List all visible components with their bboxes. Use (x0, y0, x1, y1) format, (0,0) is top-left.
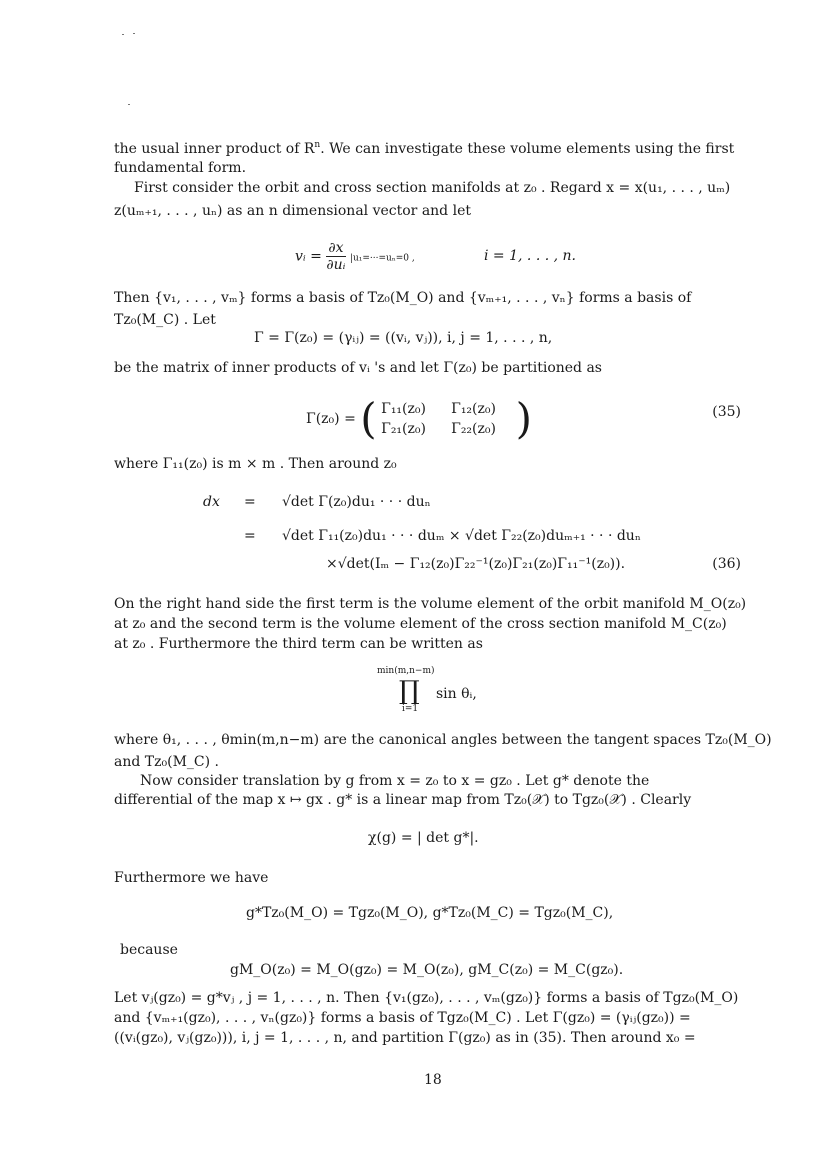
text-line: and Tz₀(M_C) . (114, 754, 219, 770)
text-line: at z₀ . Furthermore the third term can be written as (114, 636, 483, 652)
text-line: On the right hand side the first term is the volume element of the orbit manifold M_O(z₀) (114, 596, 747, 612)
matrix-cell: Γ₂₂(z₀) (451, 421, 496, 437)
block-matrix (381, 399, 511, 439)
scan-speck (133, 33, 135, 34)
equation-chi: χ(g) = | det g*|. (368, 830, 479, 846)
partial-fraction (326, 240, 345, 273)
equation-number: (36) (712, 556, 741, 572)
scan-speck (122, 34, 124, 35)
text-line: Tz₀(M_C) . Let (114, 312, 216, 328)
text-line: z(uₘ₊₁, . . . , uₙ) as an n dimensional vector and let (114, 203, 471, 219)
text-line: Furthermore we have (114, 870, 269, 886)
product-upper-limit: min(m,n−m) (377, 666, 435, 676)
equation-eq-sign: = (244, 528, 256, 544)
text-line: ((vᵢ(gz₀), vⱼ(gz₀))), i, j = 1, . . . , n, and partition Γ(gz₀) as in (35). Then around x₀ = (114, 1030, 696, 1046)
product-body: sin θᵢ, (436, 686, 477, 702)
text-line (114, 140, 734, 157)
superscript: n (314, 140, 321, 150)
equation-lhs: Γ(z₀) = (306, 411, 356, 427)
equation-index: i = 1, . . . , n. (484, 248, 576, 264)
text-line: where Γ₁₁(z₀) is m × m . Then around z₀ (114, 456, 397, 472)
fraction-numerator: ∂x (328, 240, 344, 256)
equation-vi (295, 240, 415, 273)
page-number: 18 (424, 1072, 442, 1088)
matrix-cell: Γ₂₁(z₀) (381, 421, 426, 437)
fraction-denominator: ∂uᵢ (326, 257, 346, 273)
left-paren: ( (360, 394, 377, 443)
text-line: because (120, 942, 178, 958)
equation-dx-rhs2: √det Γ₁₁(z₀)du₁ · · · duₘ × √det Γ₂₂(z₀)duₘ₊₁ · · · duₙ (282, 528, 641, 544)
equation-tangent-maps: g*Tz₀(M_O) = Tgz₀(M_O), g*Tz₀(M_C) = Tgz₀(M_C), (246, 905, 614, 921)
matrix-cell: Γ₁₁(z₀) (381, 401, 426, 417)
product-lower-limit: i=1 (402, 704, 419, 714)
text-line: Now consider translation by g from x = z₀ to x = gz₀ . Let g* denote the (140, 773, 650, 789)
text-line: and {vₘ₊₁(gz₀), . . . , vₙ(gz₀)} forms a basis of Tgz₀(M_C) . Let Γ(gz₀) = (γᵢⱼ(gz₀)) = (114, 1010, 691, 1026)
right-paren: ) (515, 394, 532, 443)
text-line: differential of the map x ↦ gx . g* is a linear map from Tz₀(𝒳) to Tgz₀(𝒳) . Clearly (114, 792, 692, 808)
text-line: fundamental form. (114, 160, 247, 176)
equation-manifold-invariance: gM_O(z₀) = M_O(gz₀) = M_O(z₀), gM_C(z₀) = M_C(gz₀). (230, 962, 624, 978)
text-line: be the matrix of inner products of vᵢ 's and let Γ(z₀) be partitioned as (114, 360, 602, 376)
matrix-cell: Γ₁₂(z₀) (451, 401, 496, 417)
text-line: at z₀ and the second term is the volume element of the cross section manifold M_C(z₀) (114, 616, 727, 632)
equation-partition (306, 394, 532, 443)
text-line: where θ₁, . . . , θmin(m,n−m) are the canonical angles between the tangent spaces Tz₀(M_O) (114, 732, 772, 748)
text-line: Let vⱼ(gz₀) = g*vⱼ , j = 1, . . . , n. Then {v₁(gz₀), . . . , vₘ(gz₀)} forms a basis of Tgz₀(M_O) (114, 990, 739, 1006)
text-fragment: . We can investigate these volume elements using the first (320, 141, 735, 157)
scan-speck (128, 104, 130, 105)
text-line: Then {v₁, . . . , vₘ} forms a basis of Tz₀(M_O) and {vₘ₊₁, . . . , vₙ} forms a basis of (114, 290, 692, 306)
equation-gamma-def: Γ = Γ(z₀) = (γᵢⱼ) = ((vᵢ, vⱼ)), i, j = 1, . . . , n, (254, 330, 553, 346)
product-symbol: ∏ (399, 676, 420, 706)
equation-dx-lhs: dx (203, 494, 220, 510)
equation-dx-rhs3: ×√det(Iₘ − Γ₁₂(z₀)Γ₂₂⁻¹(z₀)Γ₂₁(z₀)Γ₁₁⁻¹(z₀)). (326, 556, 626, 572)
equation-number: (35) (712, 404, 741, 420)
equation-lhs: vᵢ = (295, 248, 322, 265)
equation-dx-rhs1: √det Γ(z₀)du₁ · · · duₙ (282, 494, 431, 510)
equation-eq-sign: = (244, 494, 256, 510)
text-fragment: the usual inner product of R (114, 141, 315, 157)
text-line: First consider the orbit and cross section manifolds at z₀ . Regard x = x(u₁, . . . , uₘ) (134, 180, 731, 196)
evaluation-bar: |u₁=···=uₙ=0 , (349, 253, 415, 264)
